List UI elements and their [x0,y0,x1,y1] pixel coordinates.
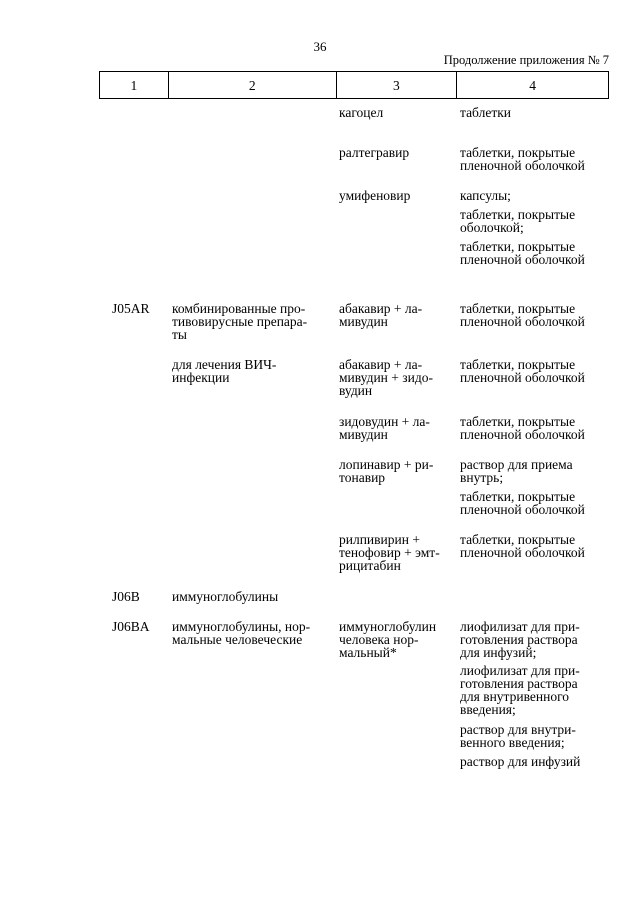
atc-code-cell: J06BA [112,619,150,634]
atc-code-cell: J06B [112,589,140,604]
group-cell: иммуноглобулины [172,589,279,604]
form-cell: лиофилизат для при- готовления раствора для инфузий; [460,619,580,660]
drug-cell: абакавир + ла- мивудин + зидо- вудин [339,357,433,398]
drug-cell: ралтегравир [339,145,410,160]
form-cell: таблетки, покрытые пленочной оболочкой [460,301,585,329]
drug-cell: рилпивирин + тенофовир + эмт- рицитабин [339,532,440,573]
atc-code-cell: J05AR [112,301,150,316]
group-cell: иммуноглобулины, нор- мальные человеческие [172,619,311,647]
header-col-1: 1 [100,72,169,98]
form-cell: раствор для внутри- венного введения; [460,722,576,750]
form-cell: раствор для приема внутрь; [460,457,573,485]
header-col-4: 4 [457,72,609,98]
form-cell: таблетки, покрытые оболочкой; [460,207,576,235]
form-cell: раствор для инфузий [460,754,581,769]
group-cell: комбинированные про- тивовирусные препара- ты [172,301,308,342]
table-header [99,71,609,99]
form-cell: капсулы; [460,188,511,203]
drug-cell: зидовудин + ла- мивудин [339,414,430,442]
form-cell: таблетки, покрытые пленочной оболочкой [460,239,585,267]
form-cell: лиофилизат для при- готовления раствора для внутривенного введения; [460,663,580,717]
header-col-3: 3 [337,72,458,98]
header-col-2: 2 [169,72,337,98]
form-cell: таблетки, покрытые пленочной оболочкой [460,532,585,560]
form-cell: таблетки, покрытые пленочной оболочкой [460,357,585,385]
drug-cell: умифеновир [339,188,411,203]
group-cell: для лечения ВИЧ- инфекции [172,357,277,385]
drug-cell: абакавир + ла- мивудин [339,301,423,329]
form-cell: таблетки, покрытые пленочной оболочкой [460,489,585,517]
continuation-note: Продолжение приложения № 7 [443,53,609,67]
form-cell: таблетки, покрытые пленочной оболочкой [460,414,585,442]
form-cell: таблетки, покрытые пленочной оболочкой [460,145,585,173]
page-number: 36 [313,39,327,54]
drug-cell: иммуноглобулин человека нор- мальный* [339,619,437,660]
drug-cell: лопинавир + ри- тонавир [339,457,434,485]
form-cell: таблетки [460,105,512,120]
drug-cell: кагоцел [339,105,384,120]
